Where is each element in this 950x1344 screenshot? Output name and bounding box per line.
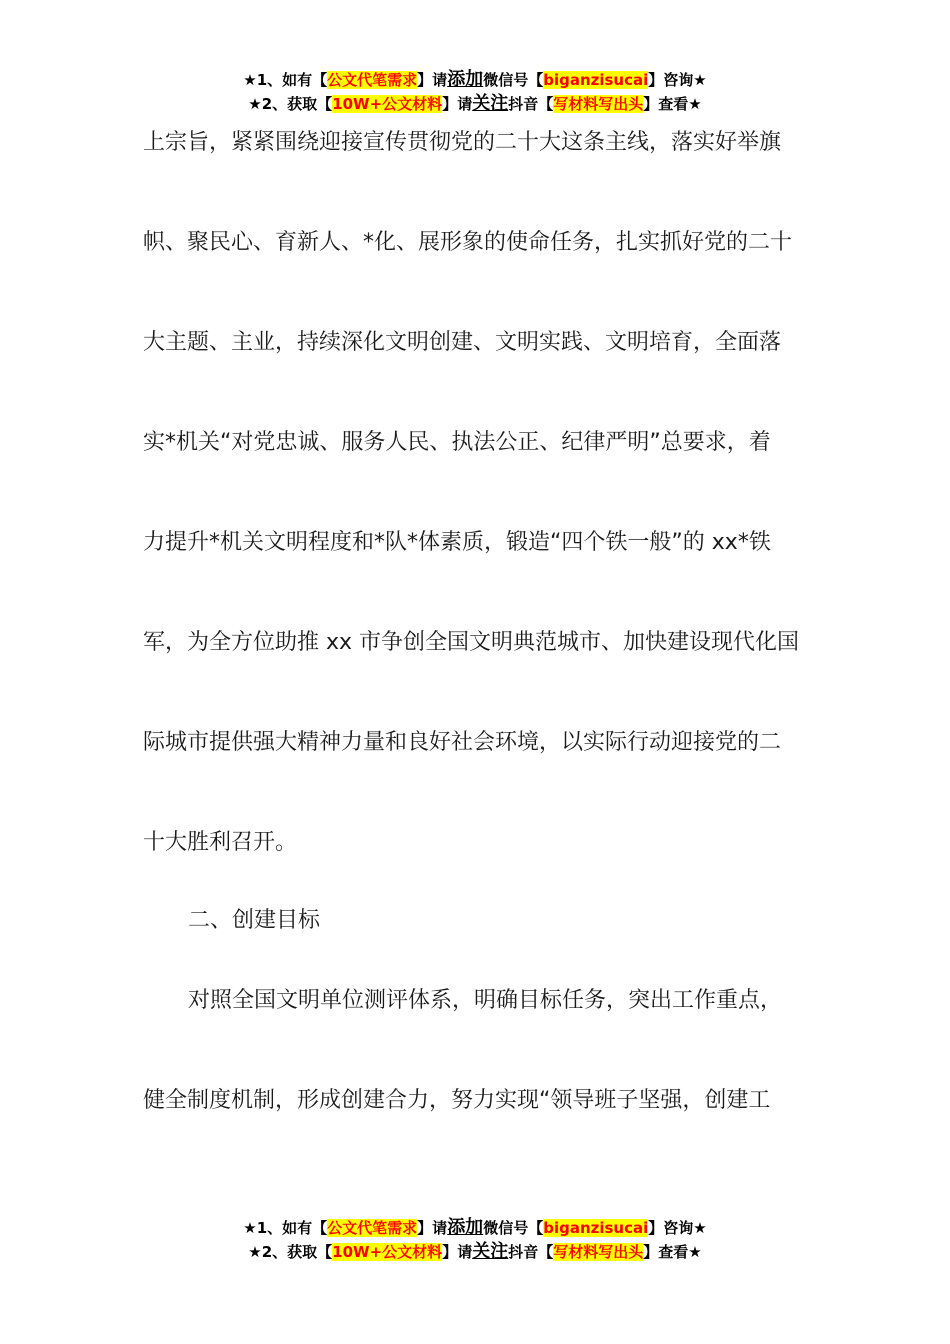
body-text-line: 力提升*机关文明程度和*队*体素质，锻造“四个铁一般”的 xx*铁 <box>143 530 771 555</box>
banner-line-1 <box>0 68 950 92</box>
banner-highlight: 10W+公文材料 <box>332 1243 443 1261</box>
banner-highlight: biganzisucai <box>543 71 649 89</box>
banner-line-1 <box>0 1216 950 1240</box>
banner-text: ★1、如有【 <box>243 1219 328 1237</box>
banner-text: 】请 <box>417 71 448 89</box>
banner-text: 】请 <box>442 95 473 113</box>
banner-text: 微信号【 <box>483 71 544 89</box>
banner-line-2 <box>0 92 950 116</box>
section-heading: 二、创建目标 <box>188 908 321 933</box>
body-text-line: 帜、聚民心、育新人、*化、展形象的使命任务，扎实抓好党的二十 <box>143 230 793 255</box>
banner-highlight: 10W+公文材料 <box>332 95 443 113</box>
footer-banner <box>0 1216 950 1264</box>
banner-line-2 <box>0 1240 950 1264</box>
banner-text: 】查看★ <box>643 1243 702 1261</box>
banner-text: 抖音【 <box>508 95 554 113</box>
body-text-line: 十大胜利召开。 <box>143 830 298 855</box>
banner-highlight: 公文代笔需求 <box>327 71 418 89</box>
body-text-line: 军，为全方位助推 xx 市争创全国文明典范城市、加快建设现代化国 <box>143 630 800 655</box>
banner-highlight: 写材料写出头 <box>553 95 644 113</box>
body-text-line: 大主题、主业，持续深化文明创建、文明实践、文明培育，全面落 <box>143 330 782 355</box>
body-text-line: 健全制度机制，形成创建合力，努力实现“领导班子坚强，创建工 <box>143 1088 771 1113</box>
banner-text: ★1、如有【 <box>243 71 328 89</box>
banner-text: ★2、获取【 <box>248 95 333 113</box>
banner-text: 】咨询★ <box>648 71 707 89</box>
banner-emphasis: 关注 <box>472 1241 509 1262</box>
banner-highlight: 公文代笔需求 <box>327 1219 418 1237</box>
banner-text: ★2、获取【 <box>248 1243 333 1261</box>
banner-emphasis: 添加 <box>447 1217 484 1238</box>
body-text-line: 际城市提供强大精神力量和良好社会环境，以实际行动迎接党的二 <box>143 730 782 755</box>
header-banner <box>0 68 950 116</box>
banner-text: 】请 <box>417 1219 448 1237</box>
banner-text: 】请 <box>442 1243 473 1261</box>
body-text-line: 对照全国文明单位测评体系，明确目标任务，突出工作重点， <box>188 988 783 1013</box>
body-text-line: 实*机关“对党忠诚、服务人民、执法公正、纪律严明”总要求，着 <box>143 430 771 455</box>
banner-text: 微信号【 <box>483 1219 544 1237</box>
banner-emphasis: 添加 <box>447 69 484 90</box>
banner-highlight: biganzisucai <box>543 1219 649 1237</box>
banner-emphasis: 关注 <box>472 93 509 114</box>
banner-highlight: 写材料写出头 <box>553 1243 644 1261</box>
banner-text: 抖音【 <box>508 1243 554 1261</box>
banner-text: 】咨询★ <box>648 1219 707 1237</box>
body-text-line: 上宗旨，紧紧围绕迎接宣传贯彻党的二十大这条主线，落实好举旗 <box>143 130 782 155</box>
banner-text: 】查看★ <box>643 95 702 113</box>
